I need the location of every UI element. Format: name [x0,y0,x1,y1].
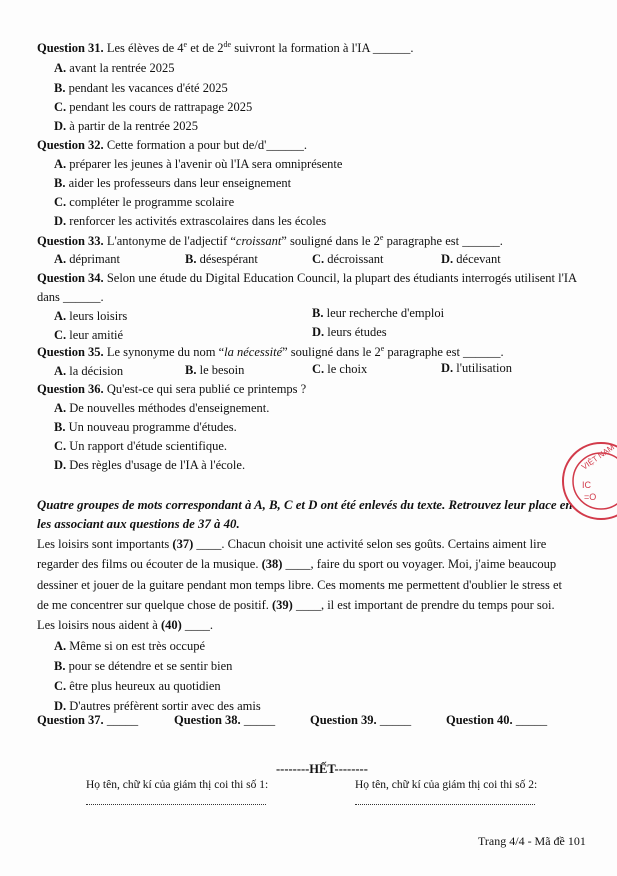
option-b[interactable]: B. pendant les vacances d'été 2025 [54,81,228,95]
answer-37[interactable]: Question 37. _____ [37,713,139,727]
option-a[interactable]: A. préparer les jeunes à l'avenir où l'IA sera omniprésente [54,157,343,171]
option-c[interactable]: C. le choix [312,362,368,376]
answer-39[interactable]: Question 39. _____ [310,713,412,727]
instruction-line-2: les associant aux questions de 37 à 40. [37,517,240,531]
option-d[interactable]: D. renforcer les activités extrascolaires dans les écoles [54,214,327,228]
option-d[interactable]: D. à partir de la rentrée 2025 [54,119,199,133]
passage-line: Les loisirs sont importants (37) ____. Chacun choisit une activité selon ses goûts. Certains aiment lire [37,537,547,551]
option-b[interactable]: B. Un nouveau programme d'études. [54,420,237,434]
answer-38[interactable]: Question 38. _____ [174,713,276,727]
signature-line-2[interactable] [355,803,535,805]
option-d[interactable]: D. leurs études [312,325,387,339]
signature-label-1: Họ tên, chữ kí của giám thị coi thi số 1: [86,779,269,791]
question-number: Question 31. [37,41,104,56]
end-mark: --------HẾT-------- [276,762,368,776]
option-a[interactable]: A. De nouvelles méthodes d'enseignement. [54,401,270,415]
question-33: Question 33. L'antonyme de l'adjectif “croissant” souligné dans le 2e paragraphe est ______. [37,233,503,249]
signature-line-1[interactable] [86,803,266,805]
question-35: Question 35. Le synonyme du nom “la nécessité” souligné dans le 2e paragraphe est ______. [37,344,504,360]
underlined-word: la nécessité [224,345,283,360]
official-stamp [560,440,617,522]
question-34: Question 34. Selon une étude du Digital Education Council, la plupart des étudiants interrogés utilisent l'IA [37,271,578,285]
option-a[interactable]: A. déprimant [54,252,120,266]
stamp-text: VIỆT NAM [579,442,616,472]
page-footer: Trang 4/4 - Mã đề 101 [478,834,586,848]
answer-40[interactable]: Question 40. _____ [446,713,548,727]
group-b: B. pour se détendre et se sentir bien [54,659,233,673]
option-a[interactable]: A. leurs loisirs [54,309,128,323]
option-d[interactable]: D. décevant [441,252,501,266]
option-a[interactable]: A. avant la rentrée 2025 [54,61,175,75]
group-a: A. Même si on est très occupé [54,639,206,653]
option-b[interactable]: B. le besoin [185,363,245,377]
option-c[interactable]: C. décroissant [312,252,384,266]
instruction-line-1: Quatre groupes de mots correspondant à A, B, C et D ont été enlevés du texte. Retrouvez leur place en [37,498,573,512]
passage-line: Les loisirs nous aident à (40) ____. [37,618,214,632]
group-c: C. être plus heureux au quotidien [54,679,221,693]
passage-line: regarder des films ou écouter de la musique. (38) ____, faire du sport ou voyager. Moi, j'aime beaucoup [37,557,557,571]
passage-line: dessiner et jouer de la guitare pendant mon temps libre. Ces moments me permettent d'oublier le stress et [37,578,563,592]
question-36: Question 36. Qu'est-ce qui sera publié ce printemps ? [37,382,307,396]
option-c[interactable]: C. pendant les cours de rattrapage 2025 [54,100,253,114]
passage-line: de me concentrer sur quelque chose de positif. (39) ____, il est important de prendre du temps pour soi. [37,598,555,612]
option-b[interactable]: B. leur recherche d'emploi [312,306,445,320]
stamp-glyphs: IC [582,480,591,490]
option-c[interactable]: C. Un rapport d'étude scientifique. [54,439,228,453]
underlined-word: croissant [235,234,282,249]
stamp-glyphs: =O [584,492,597,502]
option-b[interactable]: B. désespérant [185,252,258,266]
option-c[interactable]: C. leur amitié [54,328,124,342]
question-34-cont: dans ______. [37,290,104,304]
question-31: Question 31. Les élèves de 4e et de 2de suivront la formation à l'IA ______. [37,40,414,56]
option-d[interactable]: D. Des règles d'usage de l'IA à l'école. [54,458,246,472]
option-d[interactable]: D. l'utilisation [441,361,513,375]
option-c[interactable]: C. compléter le programme scolaire [54,195,235,209]
option-b[interactable]: B. aider les professeurs dans leur enseignement [54,176,292,190]
option-a[interactable]: A. la décision [54,364,124,378]
group-d: D. D'autres préfèrent sortir avec des amis [54,699,261,713]
question-32: Question 32. Cette formation a pour but de/d'______. [37,138,307,152]
signature-label-2: Họ tên, chữ kí của giám thị coi thi số 2: [355,779,538,791]
